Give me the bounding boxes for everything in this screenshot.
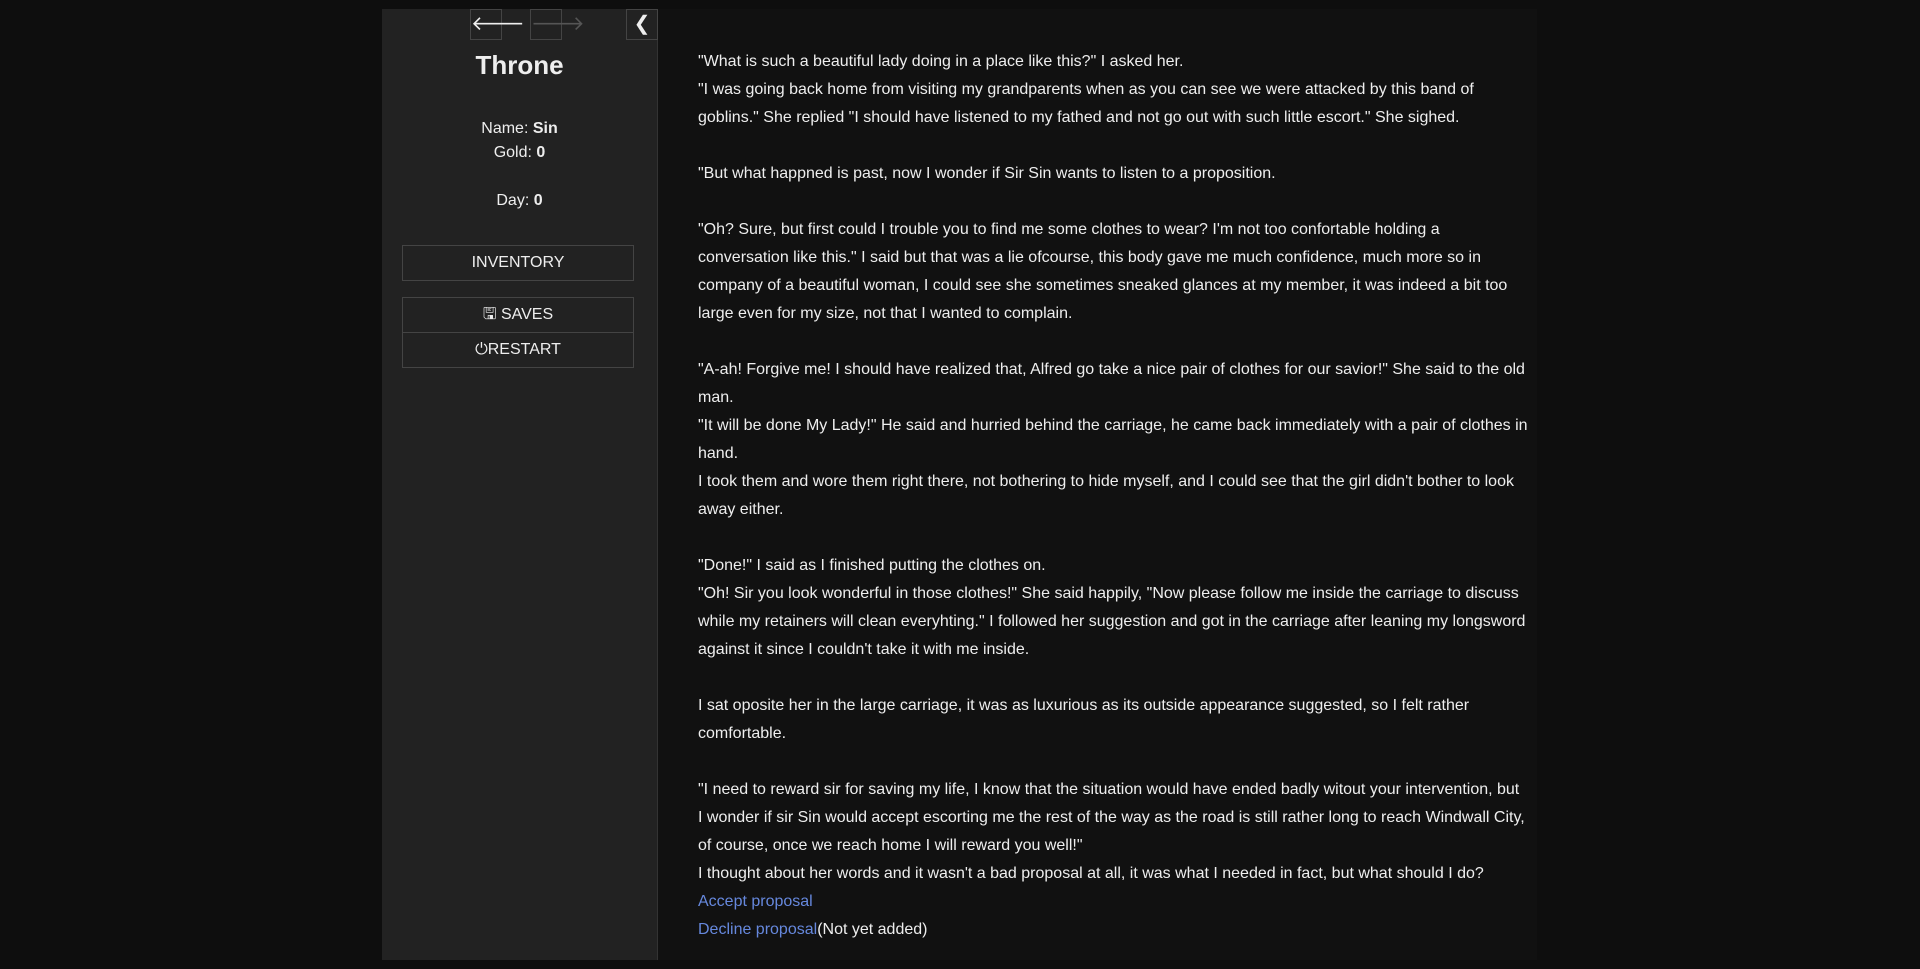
passage-line: I took them and wore them right there, not bothering to hide myself, and I could see that the girl didn't bother to look away either. <box>698 473 1514 518</box>
accept-proposal-link[interactable]: Accept proposal <box>698 893 813 910</box>
stat-label: Name: <box>481 120 529 137</box>
passage-line: I thought about her words and it wasn't a bad proposal at all, it was what I needed in fact, but what should I do? <box>698 865 1484 882</box>
floppy-disk-icon: 🖫 <box>482 306 497 323</box>
stat-value: Sin <box>532 120 558 137</box>
passage-line: "I need to reward sir for saving my life, I know that the situation would have ended badly witout your intervention, but I wonder if sir Sin would accept escorting me the rest of the way as the road is still rather long to reach Windwall City, of course, once we reach home I will reward you well!" <box>698 781 1525 854</box>
decline-proposal-link[interactable]: Decline proposal <box>698 921 818 938</box>
passage-text <box>698 48 1528 944</box>
player-stats <box>382 117 657 213</box>
arrow-left-icon: 🡐 <box>471 13 525 35</box>
paragraph <box>698 356 1528 524</box>
chevron-left-icon: ❮ <box>633 13 651 35</box>
paragraph <box>698 552 1528 664</box>
stat-name <box>382 117 657 141</box>
restart-button[interactable] <box>402 332 634 368</box>
paragraph <box>698 160 1528 188</box>
saves-button[interactable] <box>402 297 634 333</box>
history-back-button[interactable] <box>470 9 525 40</box>
arrow-right-icon: 🡒 <box>531 13 585 35</box>
paragraph <box>698 48 1528 132</box>
sidebar <box>382 9 658 960</box>
stat-day <box>382 189 657 213</box>
passage-line: "But what happned is past, now I wonder if Sir Sin wants to listen to a proposition. <box>698 165 1276 182</box>
paragraph <box>698 692 1528 748</box>
inventory-label: INVENTORY <box>471 254 565 271</box>
passage-line: "Done!" I said as I finished putting the clothes on. <box>698 557 1046 574</box>
passage-line: "A-ah! Forgive me! I should have realized that, Alfred go take a nice pair of clothes for our savior!" She said to the old man. <box>698 361 1525 406</box>
sidebar-collapse-button[interactable] <box>626 9 658 40</box>
history-forward-button[interactable] <box>530 9 585 40</box>
story-passage <box>658 9 1537 960</box>
passage-line: "What is such a beautiful lady doing in a place like this?" I asked her. <box>698 53 1184 70</box>
passage-line: "It will be done My Lady!" He said and hurried behind the carriage, he came back immediately with a pair of clothes in hand. <box>698 417 1528 462</box>
paragraph <box>698 216 1528 328</box>
passage-line: "I was going back home from visiting my grandparents when as you can see we were attacked by this band of goblins." She replied "I should have listened to my fathed and not go out with such little escort." She sighed. <box>698 81 1474 126</box>
decline-note: (Not yet added) <box>817 921 928 938</box>
inventory-button[interactable] <box>402 245 634 281</box>
stat-value: 0 <box>536 144 546 161</box>
stat-value: 0 <box>533 192 543 209</box>
passage-line: "Oh! Sir you look wonderful in those clothes!" She said happily, "Now please follow me inside the carriage to discuss while my retainers will clean everyhting." I followed her suggestion and got in the carriage after leaning my longsword against it since I couldn't take it with me inside. <box>698 585 1526 658</box>
saves-label: SAVES <box>500 306 554 323</box>
restart-label: RESTART <box>487 341 561 358</box>
stat-label: Gold: <box>493 144 532 161</box>
story-title: Throne <box>475 50 564 80</box>
stat-gold <box>382 141 657 165</box>
passage-line: "Oh? Sure, but first could I trouble you to find me some clothes to wear? I'm not too confortable holding a conversation like this." I said but that was a lie ofcourse, this body gave me much confidence, much more so in company of a beautiful woman, I could see she sometimes sneaked glances at my member, it was indeed a bit too large even for my size, not that I wanted to complain. <box>698 221 1508 322</box>
passage-line: I sat oposite her in the large carriage, it was as luxurious as its outside appearance suggested, so I felt rather comfortable. <box>698 697 1470 742</box>
power-icon: ⏻ <box>475 341 488 358</box>
paragraph <box>698 776 1528 888</box>
stat-label: Day: <box>496 192 530 209</box>
